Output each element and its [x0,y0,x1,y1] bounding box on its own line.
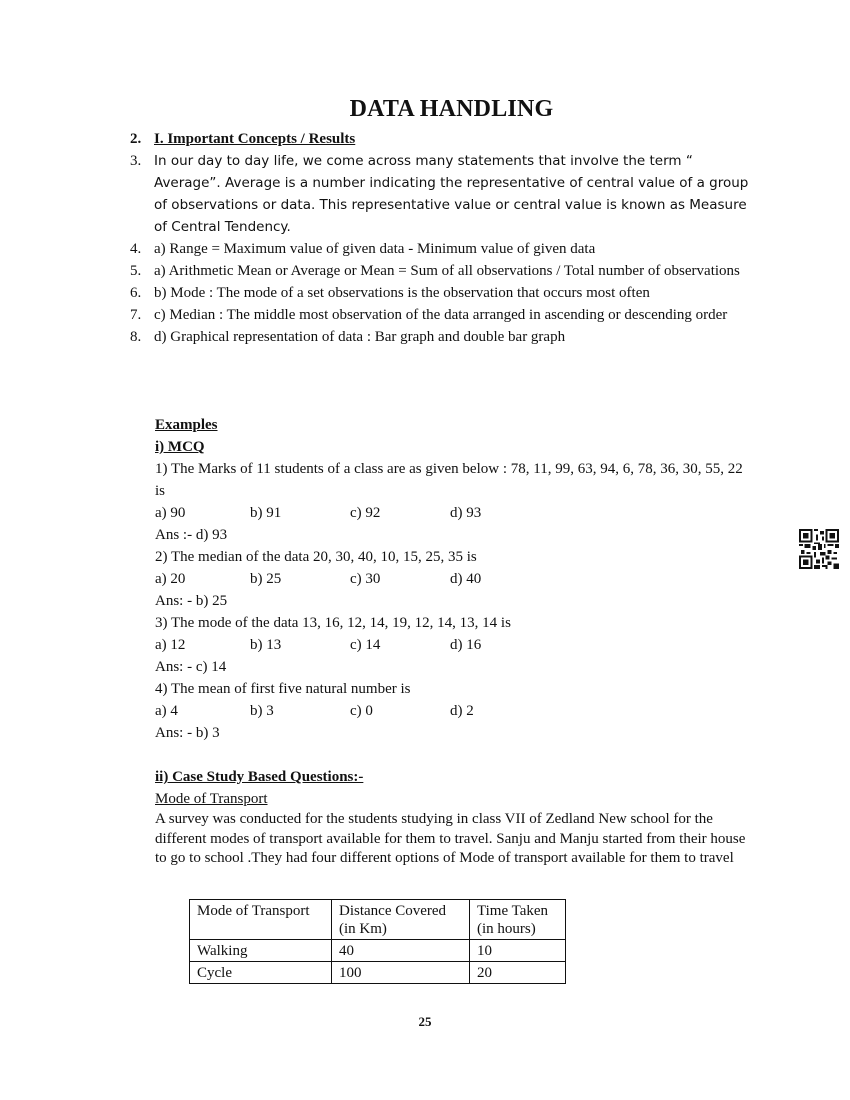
option: b) 3 [250,703,274,719]
section-heading: I. Important Concepts / Results [154,131,356,147]
table-cell: Walking [190,940,332,962]
item-text: b) Mode : The mode of a set observations is the observation that occurs most often [154,285,650,301]
option: c) 30 [350,571,381,587]
item-text: In our day to day life, we come across many statements that involve the term “ Average”. Average is a number indicating the representative of central value of a group of observations or data. This representative value or central value is known as Measure of Central Tendency. [154,153,749,235]
question-text: 4) The mean of first five natural number is [155,681,411,697]
table-cell: 20 [470,962,566,984]
list-item [130,128,750,150]
transport-table [189,899,566,984]
question-text: 1) The Marks of 11 students of a class are as given below : 78, 11, 99, 63, 94, 6, 78, 36, 30, 55, 22 is [155,461,743,499]
option: d) 40 [450,571,482,587]
table-row [190,940,566,962]
mcq-heading: i) MCQ [155,439,205,455]
list-item [130,260,750,282]
list-item [130,304,750,326]
option: d) 16 [450,637,482,653]
answer-text: Ans: - b) 3 [155,725,220,741]
item-number: 4. [130,241,142,257]
list-item [130,150,750,238]
examples-heading: Examples [155,417,218,433]
option: a) 20 [155,571,186,587]
qr-code-icon [799,529,839,569]
concepts-list [130,128,750,348]
options-row [155,700,755,722]
option: c) 92 [350,505,381,521]
item-number: 7. [130,307,142,323]
options-row [155,568,755,590]
item-number: 3. [130,153,142,169]
option: c) 0 [350,703,373,719]
answer-text: Ans: - b) 25 [155,593,228,609]
table-cell: 10 [470,940,566,962]
question-text: 2) The median of the data 20, 30, 40, 10, 15, 25, 35 is [155,549,477,565]
table-cell: 40 [332,940,470,962]
item-text: a) Arithmetic Mean or Average or Mean = Sum of all observations / Total number of observations [154,263,740,279]
table-header-row [190,900,566,940]
page-number: 25 [418,1014,432,1029]
answer-text: Ans: - c) 14 [155,659,227,675]
table-cell: Cycle [190,962,332,984]
table-row [190,962,566,984]
table-header: Mode of Transport [190,900,332,940]
examples-section [155,414,755,744]
option: c) 14 [350,637,381,653]
list-item [130,238,750,260]
table-header: Time Taken (in hours) [470,900,566,940]
case-study-subheading: Mode of Transport [155,791,268,807]
item-number: 2. [130,131,142,147]
options-row [155,502,755,524]
table-header: Distance Covered (in Km) [332,900,470,940]
option: a) 4 [155,703,178,719]
item-number: 8. [130,329,142,345]
item-text: a) Range = Maximum value of given data - Minimum value of given data [154,241,596,257]
item-text: d) Graphical representation of data : Bar graph and double bar graph [154,329,566,345]
option: d) 93 [450,505,482,521]
options-row [155,634,755,656]
item-number: 5. [130,263,142,279]
option: a) 90 [155,505,186,521]
case-study-heading: ii) Case Study Based Questions:- [155,769,364,785]
case-study-paragraph: A survey was conducted for the students studying in class VII of Zedland New school for the different modes of transport available for them to travel. Sanju and Manju started from their house to go to school .They had four different options of Mode of transport available for them to travel [155,811,746,866]
list-item [130,282,750,304]
question-text: 3) The mode of the data 13, 16, 12, 14, 19, 12, 14, 13, 14 is [155,615,511,631]
option: a) 12 [155,637,186,653]
answer-text: Ans :- d) 93 [155,527,228,543]
option: b) 13 [250,637,282,653]
case-study-section [155,766,755,869]
page-title: DATA HANDLING [349,96,554,122]
item-text: c) Median : The middle most observation of the data arranged in ascending or descending order [154,307,728,323]
option: d) 2 [450,703,474,719]
table-cell: 100 [332,962,470,984]
option: b) 25 [250,571,282,587]
item-number: 6. [130,285,142,301]
option: b) 91 [250,505,282,521]
list-item [130,326,750,348]
